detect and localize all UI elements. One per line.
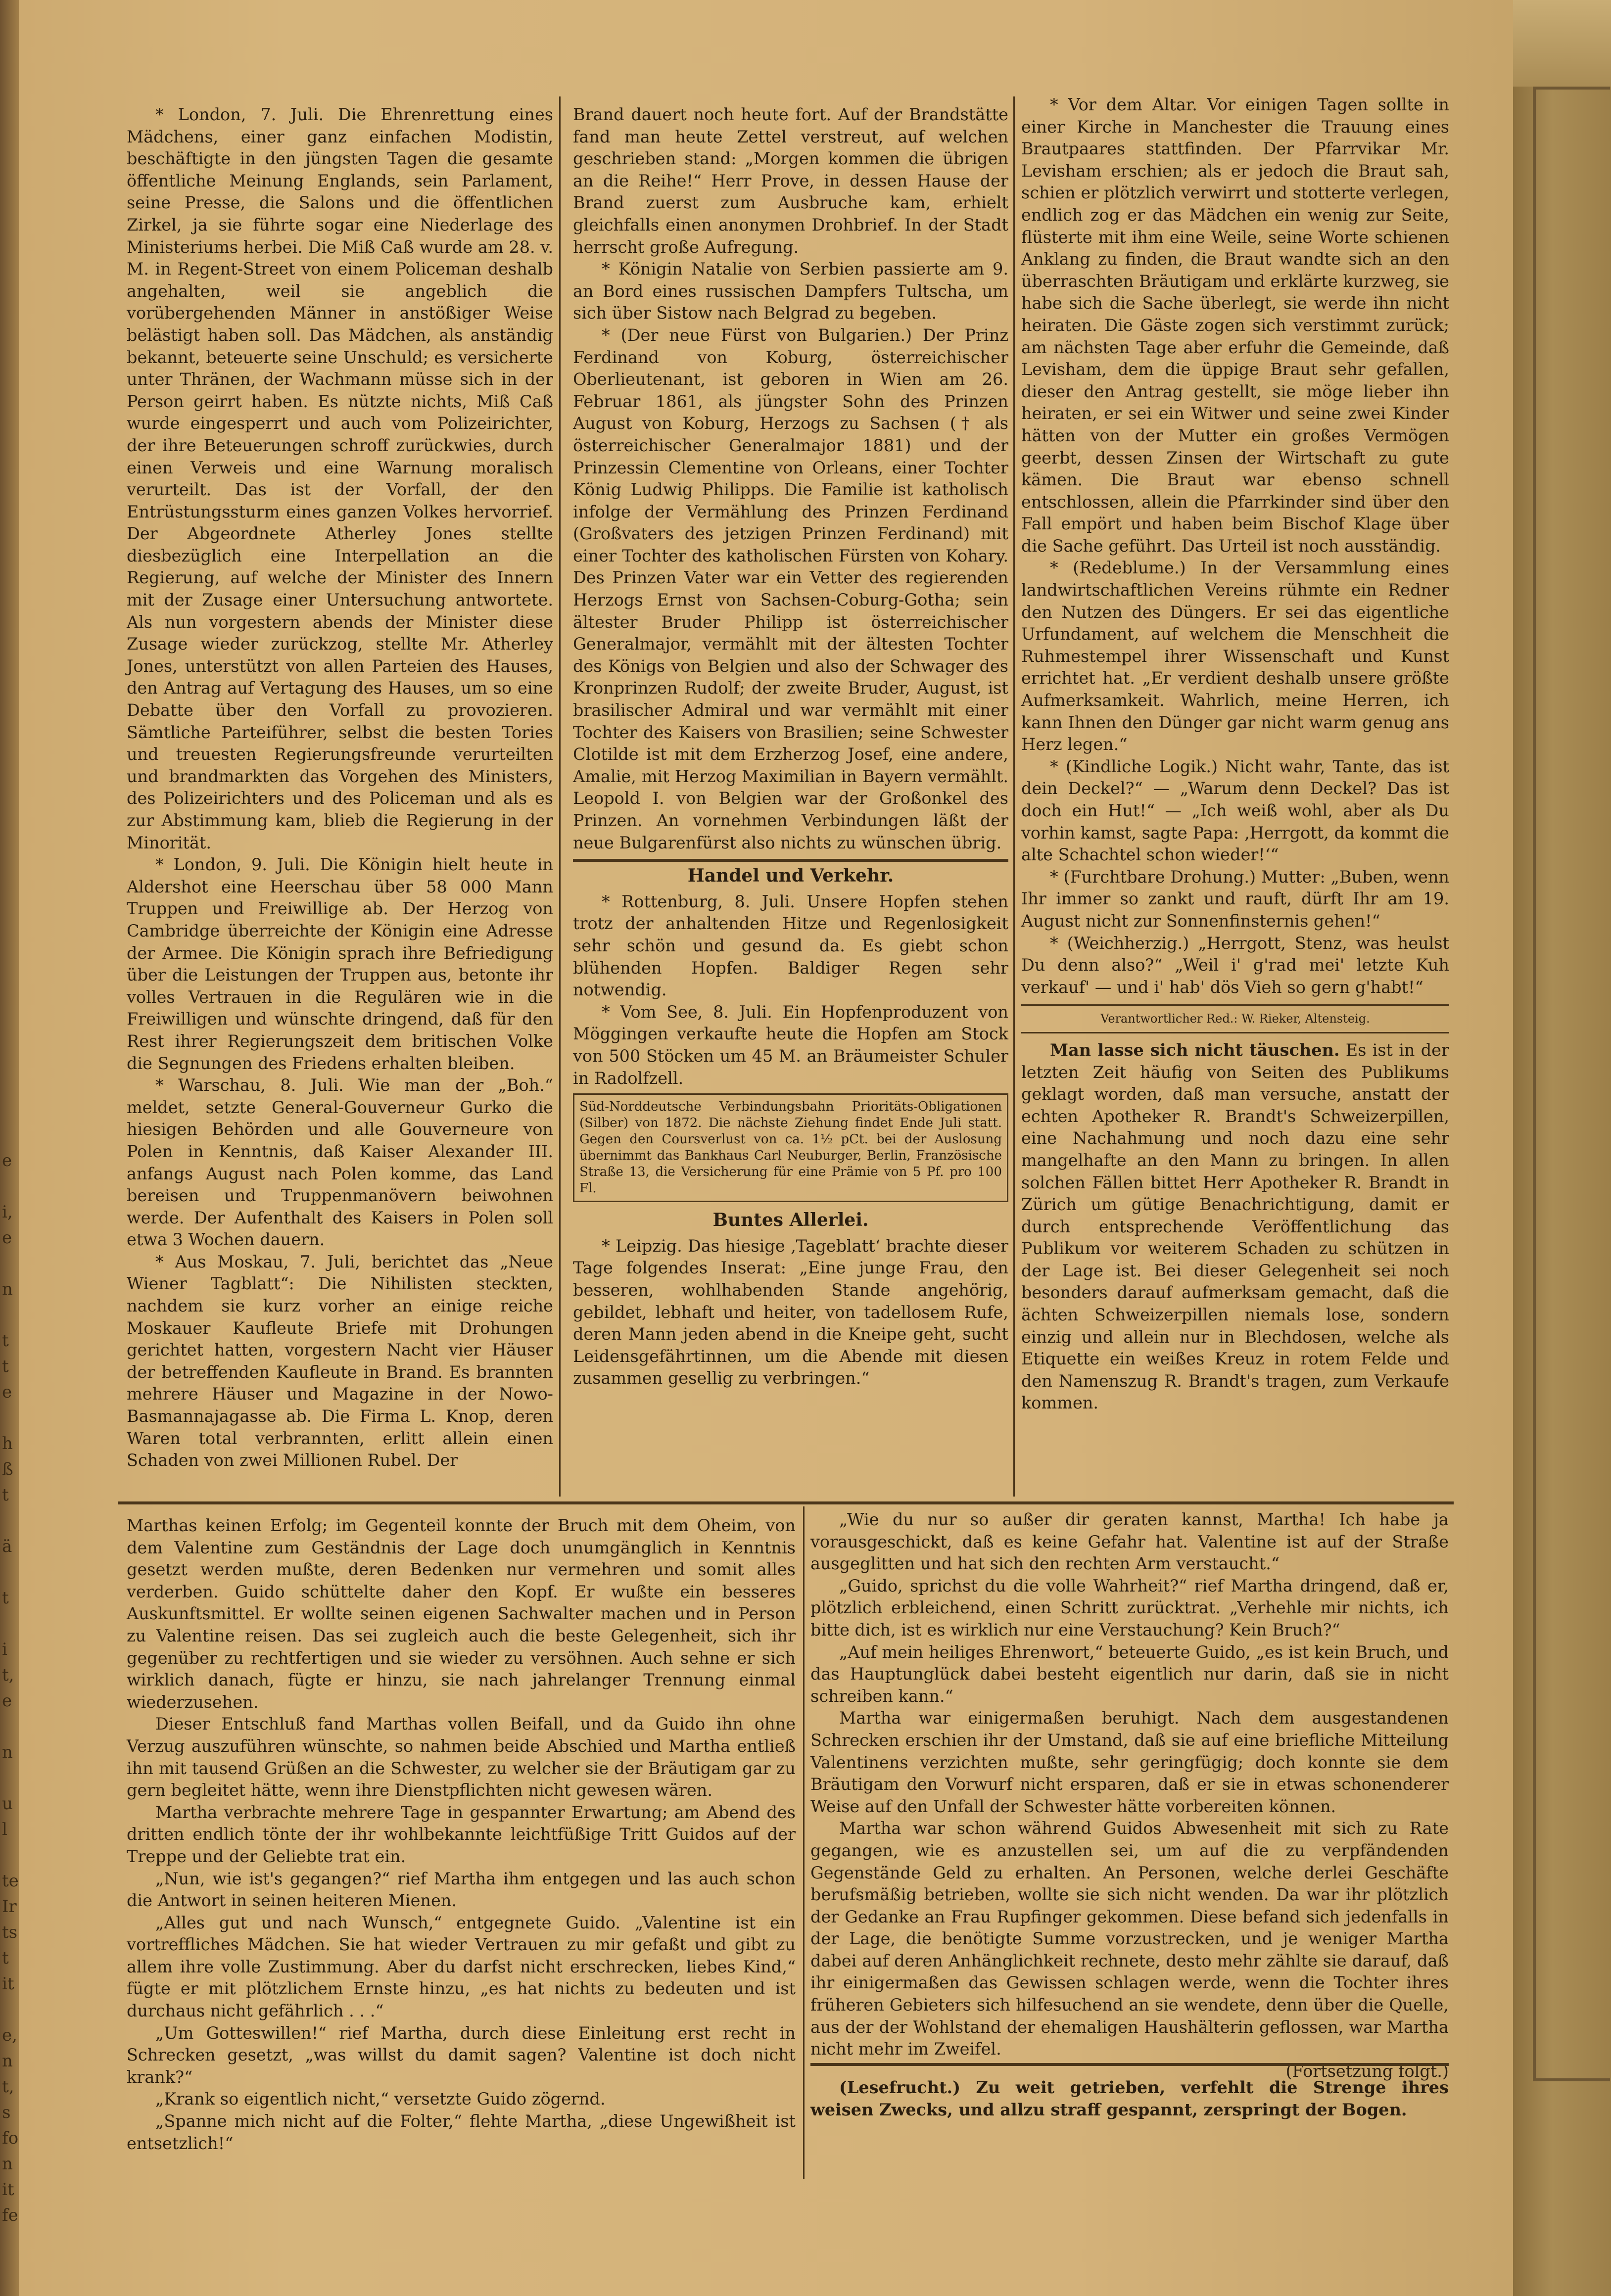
notice-brandt	[1021, 1039, 1449, 1414]
column-rule-1	[559, 96, 561, 1497]
serial-continuation-note: (Fortsetzung folgt.)	[1285, 2061, 1449, 2081]
serial-right-paragraph: Martha war einigermaßen beruhigt. Nach dem ausgestandenen Schrecken erschien ihr der Umstand, daß sie auf eine briefliche Mitteilung Valentinens verzichten mußte, sehr geringfügig; doch konnte sie dem Bräutigam den Vorwurf nicht ersparen, daß er sie in etwas schonenderer Weise auf den Unfall der Schwester hätte vorbereiten können.	[810, 1708, 1449, 1816]
article-london-9-juli: * London, 9. Juli. Die Königin hielt heute in Aldershot eine Heerschau über 58 000 Mann Truppen und Freiwillige ab. Der Herzog von Cambridge überreichte der Königin eine Adresse der Armee. Die Königin sprach ihre Befriedigung über die Leistungen der Truppen aus, betonte ihr volles Vertrauen in die Regulären wie in die Freiwilligen und wünschte dringend, daß für den Rest ihrer Regierungszeit dem britischen Volke die Segnungen des Friedens erhalten bleiben.	[127, 855, 553, 1073]
lesefrucht-block	[810, 2077, 1449, 2171]
article-weichherzig: * (Weichherzig.) „Herrgott, Stenz, was heulst Du denn also?“ „Weil i' g'rad mei' letzte Kuh verkauf' — und i' hab' dös Vieh so gern g'habt!“	[1021, 933, 1449, 997]
lesefrucht-rule	[810, 2063, 1449, 2066]
serial-left-paragraph: Marthas keinen Erfolg; im Gegenteil konnte der Bruch mit dem Oheim, von dem Valentine zum Geständnis der Lage doch unumgänglich in Kenntnis gesetzt werden mußte, deren Bedenken nur vermehren und somit alles verderben. Guido schüttelte daher den Kopf. Er wußte ein besseres Auskunftsmittel. Er wollte seinen eigenen Sachwalter machen und in Person zu Valentine reisen. Das sei zugleich auch die beste Gelegenheit, sich ihr gegenüber zu rechtfertigen und sie wieder zu versöhnen. Auch sehne er sich wirklich danach, fügte er hinzu, sie nach jahrelanger Trennung einmal wiederzusehen.	[127, 1516, 796, 1712]
newspaper-page	[19, 0, 1513, 2296]
serial-right-paragraph: „Wie du nur so außer dir geraten kannst, Martha! Ich habe ja vorausgeschickt, daß es keine Gefahr hat. Valentine ist auf der Straße ausgeglitten und hat sich den rechten Arm verstaucht.“	[810, 1510, 1449, 1574]
article-warschau: * Warschau, 8. Juli. Wie man der „Boh.“ meldet, setzte General-Gouverneur Gurko die hiesigen Behörden und alle Gouverneure von Polen in Kenntnis, daß Kaiser Alexander III. anfangs August nach Polen komme, das Land bereisen und Truppenmanövern beiwohnen werde. Der Aufenthalt des Kaisers in Polen soll etwa 3 Wochen dauern.	[127, 1076, 553, 1250]
editor-line: Verantwortlicher Red.: W. Rieker, Altensteig.	[1021, 1004, 1449, 1033]
article-leipzig: * Leipzig. Das hiesige ‚Tageblatt‘ brachte dieser Tage folgendes Inserat: „Eine junge Frau, den besseren, wohlhabenden Stande angehörig, gebildet, lebhaft und heiter, von tadellosem Rufe, deren Mann jeden abend in die Kneipe geht, sucht Leidensgefährtinnen, um die Abende mit diesen zusammen gesellig zu verbringen.“	[573, 1236, 1008, 1388]
serial-left-paragraph: „Krank so eigentlich nicht,“ versetzte Guido zögernd.	[155, 2089, 606, 2109]
notice-box-verbindungsbahn	[573, 1093, 1008, 1202]
serial-left-paragraph: „Nun, wie ist's gegangen?“ rief Martha ihm entgegen und las auch schon die Antwort in seinen heiteren Mienen.	[127, 1869, 796, 1911]
article-moskau: * Aus Moskau, 7. Juli, berichtet das „Neue Wiener Tagblatt“: Die Nihilisten steckten, nachdem sie kurz vorher an einige reiche Moskauer Kaufleute Briefe mit Drohungen gerichtet hatten, vorgestern Nacht vier Häuser der betreffenden Kaufleute in Brand. Es brannten mehrere Häuser und Magazine in der Nowo-Basmannajagasse ab. Die Firma L. Knop, deren Waren total verbrannten, erlitt allein einen Schaden von zwei Millionen Rubel. Der	[127, 1252, 553, 1470]
section-rule-handel	[573, 859, 1008, 862]
serial-column-rule	[803, 1506, 805, 2179]
notice-brandt-text: Es ist in der letzten Zeit häufig von Seiten des Publikums geklagt worden, daß man versuche, anstatt der echten Apotheker R. Brandt's Schweizerpillen, eine Nachahmung und noch dazu eine sehr mangelhafte an den Mann zu bringen. In allen solchen Fällen bittet Herr Apotheker R. Brandt in Zürich um gütige Benachrichtigung, damit er durch entsprechende Veröffentlichung das Publikum vor weiterem Schaden zu schützen in der Lage ist. Bei dieser Gelegenheit sei noch besonders darauf aufmerksam gemacht, daß die ächten Schweizerpillen niemals lose, sondern einzig und allein nur in Blechdosen, welche als Etiquette ein weißes Kreuz in rotem Felde und den Namenszug R. Brandt's tragen, zum Verkaufe kommen.	[1021, 1040, 1449, 1413]
article-furchtbare-drohung: * (Furchtbare Drohung.) Mutter: „Buben, wenn Ihr immer so zankt und rauft, dürft Ihr am 19. August nicht zur Sonnenfinsternis gehen!“	[1021, 867, 1449, 931]
column-2	[573, 104, 1008, 1511]
serial-right-paragraph: „Guido, sprichst du die volle Wahrheit?“ rief Martha dringend, daß er, plötzlich erbleichend, einen Schritt zurücktrat. „Verhehle mir nichts, ich bitte dich, ist es wirklich nur eine Verstauchung? Kein Bruch?“	[810, 1576, 1449, 1640]
cover-board-edge	[1533, 87, 1610, 2081]
serial-right-column	[810, 1509, 1449, 2081]
column-1	[127, 104, 553, 1484]
previous-page-margin-fragment: e i, e n t t e h ß t ä t i t, e n u l te Ir ts t it e, n t, s fo n it fe	[2, 1151, 19, 2225]
serial-right-paragraph: Martha war schon während Guidos Abwesenheit mit sich zu Rate gegangen, wie es anzustellen sei, um auf die zu verpfändenden Gegenstände Geld zu erhalten. An Personen, welche derlei Geschäfte berufsmäßig betrieben, wollte sie sich nicht wenden. Da war ihr plötzlich der Gedanke an Frau Rupfinger gekommen. Diese befand sich jedenfalls in der Lage, die benötigte Summe vorzustrecken, und je weniger Martha dabei auf deren Anhänglichkeit rechnete, desto mehr zählte sie darauf, daß ihr einigermaßen das Gewissen schlagen werde, wenn die Tochter ihres früheren Gebieters sich hilfesuchend an sie wendete, denn über die Quelle, aus der der Wohlstand der ehemaligen Haushälterin geflossen, war Martha nicht mehr im Zweifel.	[810, 1819, 1449, 2059]
lesefrucht-text: (Lesefrucht.) Zu weit getrieben, verfehlt die Strenge ihres weisen Zwecks, und allzu straff gespannt, zerspringt der Bogen.	[810, 2078, 1449, 2119]
serial-left-paragraph: Dieser Entschluß fand Marthas vollen Beifall, und da Guido ihn ohne Verzug auszuführen wünschte, so nahmen beide Abschied und Martha entließ ihn mit tausend Grüßen an die Schwester, zu welcher sie der Bräutigam gar zu gern begleitet hätte, wenn ihre Dienstpflichten nicht gewesen wären.	[127, 1714, 796, 1800]
serial-left-paragraph: Martha verbrachte mehrere Tage in gespannter Erwartung; am Abend des dritten endlich tönte der ihr wohlbekannte leichtfüßige Tritt Guidos auf der Treppe und der Geliebte trat ein.	[127, 1802, 796, 1866]
article-rottenburg: * Rottenburg, 8. Juli. Unsere Hopfen stehen trotz der anhaltenden Hitze und Regenlosigkeit sehr schön und gesund da. Es giebt schon blühenden Hopfen. Baldiger Regen sehr notwendig.	[573, 891, 1008, 1000]
article-moskau-continued: Brand dauert noch heute fort. Auf der Brandstätte fand man heute Zettel verstreut, auf welchen geschrieben stand: „Morgen kommen die übrigen an die Reihe!“ Herr Prove, in dessen Hause der Brand zuerst zum Ausbruche kam, erhielt gleichfalls einen anonymen Drohbrief. In der Stadt herrscht große Aufregung.	[573, 105, 1008, 257]
cover-board-top	[1513, 0, 1611, 87]
notice-box-text: Süd-Norddeutsche Verbindungsbahn Prioritäts-Obligationen (Silber) von 1872. Die nächste Ziehung findet Ende Juli statt. Gegen den Coursverlust von ca. 1½ pCt. bei der Auslosung übernimmt das Bankhaus Carl Neuburger, Berlin, Französische Straße 13, die Versicherung für eine Prämie von 5 Pf. pro 100 Fl.	[579, 1099, 1002, 1196]
article-vor-dem-altar: * Vor dem Altar. Vor einigen Tagen sollte in einer Kirche in Manchester die Trauung eines Brautpaares stattfinden. Der Pfarrvikar Mr. Levisham erschien; als er jedoch die Braut sah, schien er plötzlich verwirrt und stotterte verlegen, endlich zog er das Mädchen ein wenig zur Seite, flüsterte mit ihm eine Weile, seine Worte schienen Anklang zu finden, die Braut wandte sich an den überraschten Bräutigam und erklärte kurzweg, sie habe sich die Sache überlegt, sie werde ihn nicht heiraten. Die Gäste zogen sich verstimmt zurück; am nächsten Tage aber erfuhr die Gemeinde, daß Levisham, dem die üppige Braut sehr gefallen, dieser den Antrag gestellt, sie möge lieber ihn heiraten, er sei ein Witwer und seine zwei Kinder hätten von der Mutter ein großes Vermögen geerbt, dessen Zinsen der Wirtschaft zu gute kämen. Die Braut war ebenso schnell entschlossen, allein die Pfarrkinder sind über den Fall empört und haben beim Bischof Klage über die Sache geführt. Das Urteil ist noch ausständig.	[1021, 95, 1449, 556]
article-kindliche-logik: * (Kindliche Logik.) Nicht wahr, Tante, das ist dein Deckel?“ — „Warum denn Deckel? Das ist doch ein Hut!“ — „Ich weiß wohl, aber als Du vorhin kamst, sagte Papa: ‚Herrgott, da kommt die alte Schachtel schon wieder!‘“	[1021, 756, 1449, 865]
notice-brandt-title: Man lasse sich nicht täuschen.	[1050, 1040, 1340, 1060]
book-cover-board	[1513, 0, 1611, 2296]
column-rule-2	[1013, 96, 1015, 1497]
article-redeblume: * (Redeblume.) In der Versammlung eines landwirtschaftlichen Vereins rühmte ein Redner den Nutzen des Düngers. Er sei das eigentliche Urfundament, auf welchem die Menschheit die Ruhmestempel ihrer Wissenschaft und Kunst errichtet hat. „Er verdient deshalb unsere größte Aufmerksamkeit. Wahrlich, meine Herren, ich kann Ihnen den Dünger gar nicht warm genug ans Herz legen.“	[1021, 558, 1449, 754]
serial-left-column	[127, 1515, 796, 2178]
feuilleton-rule	[118, 1501, 1454, 1504]
article-london-7-juli: * London, 7. Juli. Die Ehrenrettung eines Mädchens, einer ganz einfachen Modistin, beschäftigte in den jüngsten Tagen die gesamte öffentliche Meinung Englands, sein Parlament, seine Presse, die Salons und die öffentlichen Zirkel, ja sie führte sogar eine Niederlage des Ministeriums herbei. Die Miß Caß wurde am 28. v. M. in Regent-Street von einem Policeman deshalb angehalten, weil sie angeblich die vorübergehenden Männer in anstößiger Weise belästigt haben soll. Das Mädchen, als anständig bekannt, beteuerte seine Unschuld; es versicherte unter Thränen, der Wachmann müsse sich in der Person geirrt haben. Es nützte nichts, Miß Caß wurde eingesperrt und auch vom Polizeirichter, der ihre Beteuerungen schroff zurückwies, durch einen Verweis und eine Warnung moralisch verurteilt. Das ist der Vorfall, der den Entrüstungssturm eines ganzen Volkes hervorrief. Der Abgeordnete Atherley Jones stellte diesbezüglich eine Interpellation an die Regierung, auf welche der Minister des Innern mit der Zusage einer Untersuchung antwortete. Als nun vorgestern abends der Minister diese Zusage wieder zurückzog, stellte Mr. Atherley Jones, unterstützt von allen Parteien des Hauses, den Antrag auf Vertagung des Hauses, um so eine Debatte über den Vorfall zu provozieren. Sämtliche Parteiführer, selbst die besten Tories und treuesten Regierungsfreunde verurteilten und brandmarkten das Vorgehen des Ministers, des Polizeirichters und des Policeman und als es zur Abstimmung kam, blieb die Regierung in der Minorität.	[127, 105, 553, 852]
section-heading-buntes: Buntes Allerlei.	[712, 1210, 869, 1231]
section-heading-handel: Handel und Verkehr.	[687, 865, 894, 887]
article-vom-see: * Vom See, 8. Juli. Ein Hopfenproduzent von Möggingen verkaufte heute die Hopfen am Stock von 500 Stöcken um 45 M. an Bräumeister Schuler in Radolfzell.	[573, 1002, 1008, 1088]
serial-left-paragraph: „Um Gotteswillen!“ rief Martha, durch diese Einleitung erst recht in Schrecken gesetzt, „was willst du damit sagen? Valentine ist doch nicht krank?“	[127, 2023, 796, 2087]
article-fuerst-bulgarien: * (Der neue Fürst von Bulgarien.) Der Prinz Ferdinand von Koburg, österreichischer Oberlieutenant, ist geboren in Wien am 26. Februar 1861, als jüngster Sohn des Prinzen August von Koburg, Herzogs zu Sachsen († als österreichischer Generalmajor 1881) und der Prinzessin Clementine von Orleans, einer Tochter König Ludwig Philipps. Die Familie ist katholisch infolge der Vermählung des Prinzen Ferdinand (Großvaters des jetzigen Prinzen Ferdinand) mit einer Tochter des katholischen Fürsten von Kohary. Des Prinzen Vater war ein Vetter des regierenden Herzogs Ernst von Sachsen-Coburg-Gotha; sein ältester Bruder Philipp ist österreichischer Generalmajor, vermählt mit der ältesten Tochter des Königs von Belgien und also der Schwager des Kronprinzen Rudolf; der zweite Bruder, August, ist brasilischer Admiral und war vermählt mit einer Tochter des Kaisers von Brasilien; seine Schwester Clotilde ist mit dem Erzherzog Josef, eine andere, Amalie, mit Herzog Maximilian in Bayern vermählt. Leopold I. von Belgien war der Großonkel des Prinzen. An vornehmen Verbindungen läßt der neue Bulgarenfürst also nichts zu wünschen übrig.	[573, 325, 1008, 852]
serial-left-paragraph: „Spanne mich nicht auf die Folter,“ flehte Martha, „diese Ungewißheit ist entsetzlich!“	[127, 2111, 796, 2153]
serial-right-paragraph: „Auf mein heiliges Ehrenwort,“ beteuerte Guido, „es ist kein Bruch, und das Hauptunglück dabei besteht eigentlich nur darin, daß sie in nicht schreiben kann.“	[810, 1642, 1449, 1706]
article-koenigin-natalie: * Königin Natalie von Serbien passierte am 9. an Bord eines russischen Dampfers Tultscha, um sich über Sistow nach Belgrad zu begeben.	[573, 259, 1008, 323]
column-3	[1021, 94, 1449, 1479]
serial-left-paragraph: „Alles gut und nach Wunsch,“ entgegnete Guido. „Valentine ist ein vortreffliches Mädchen. Sie hat wieder Vertrauen zu mir gefaßt und gibt zu allem ihre volle Zustimmung. Aber du darfst nicht erschrecken, liebes Kind,“ fügte er mit plötzlichem Ernste hinzu, „es hat nichts zu bedeuten und ist durchaus nicht gefährlich . . .“	[127, 1913, 796, 2021]
